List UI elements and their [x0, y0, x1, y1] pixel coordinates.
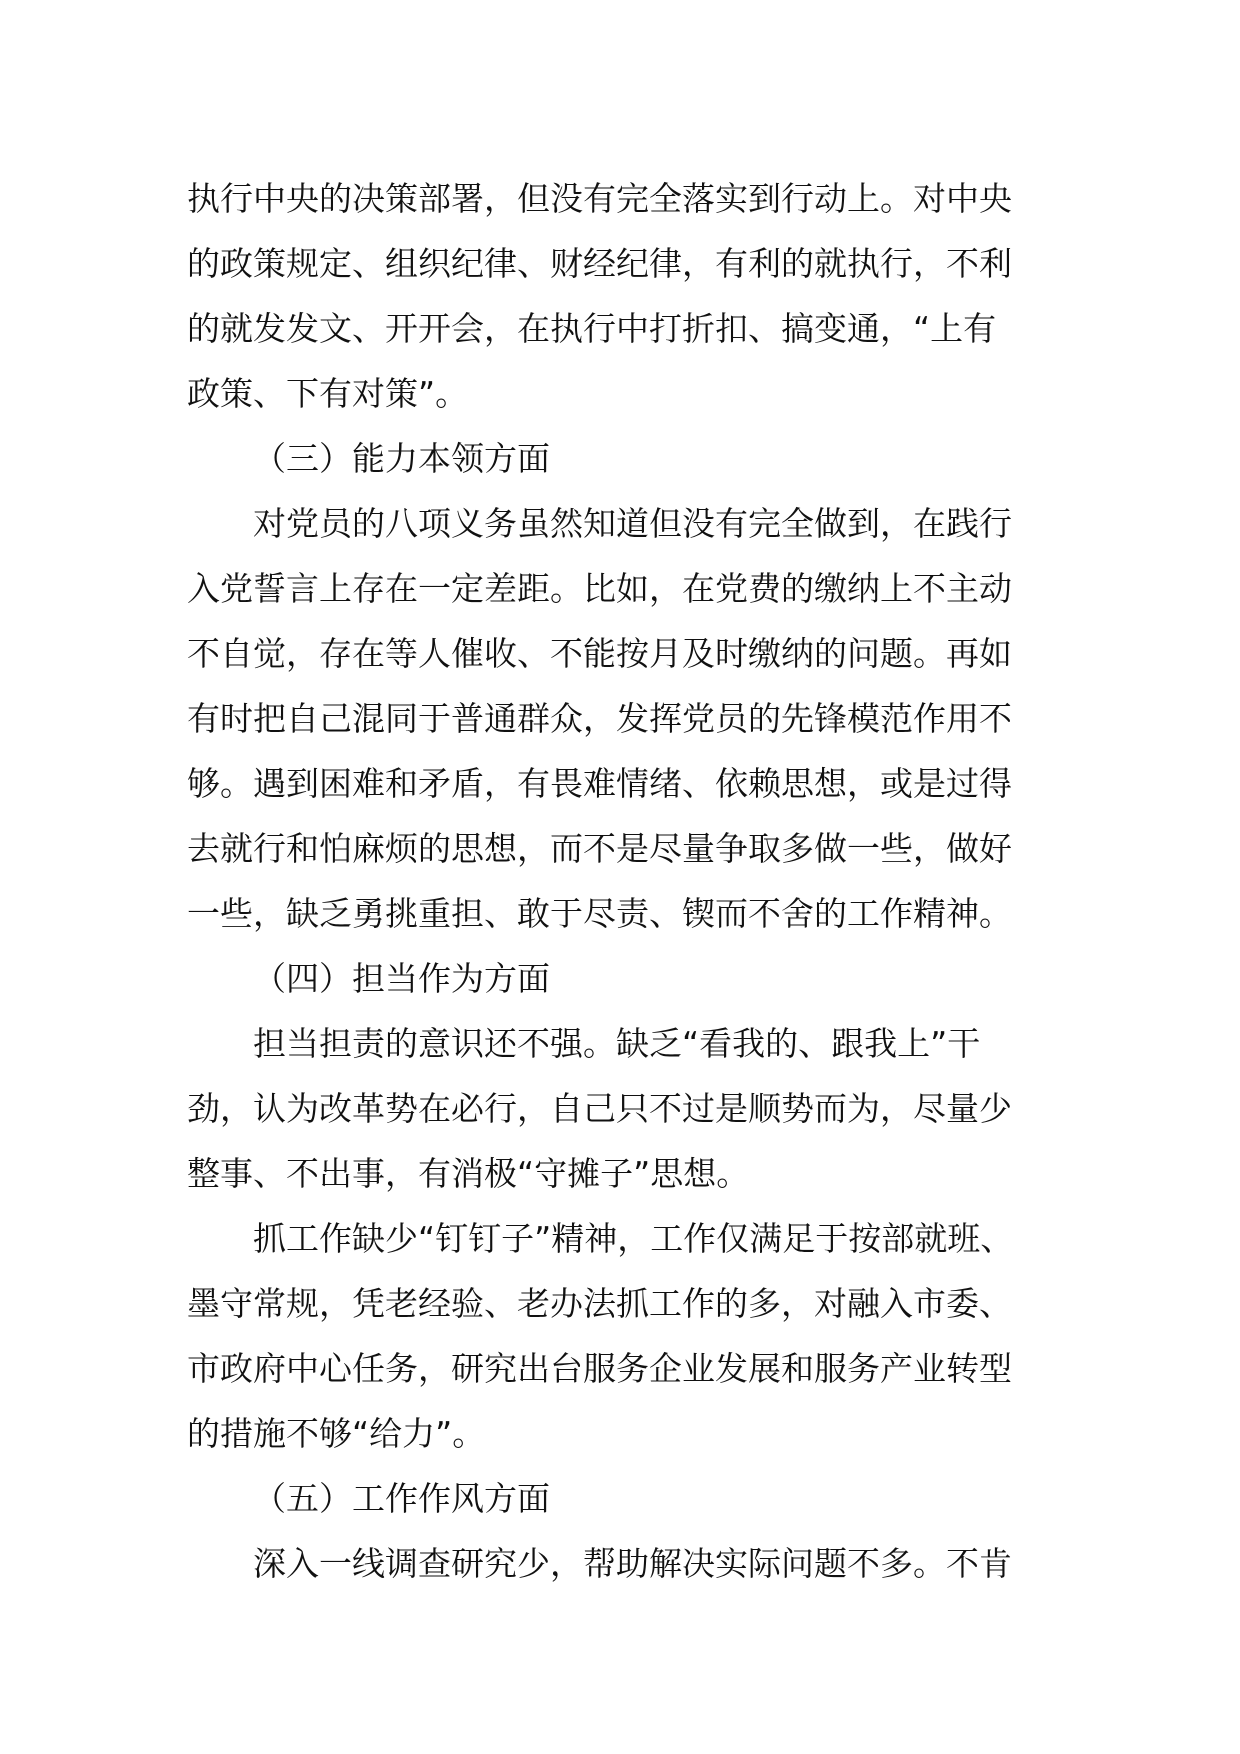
text-line: 一些，缺乏勇挑重担、敢于尽责、锲而不舍的工作精神。	[187, 894, 1012, 933]
section-heading: （四）担当作为方面	[253, 959, 550, 998]
section-heading: （三）能力本领方面	[253, 439, 550, 478]
text-line: 政策、下有对策”。	[187, 374, 469, 413]
text-line: 去就行和怕麻烦的思想，而不是尽量争取多做一些，做好	[187, 829, 1012, 868]
text-line: 的措施不够“给力”。	[187, 1414, 486, 1453]
text-line: 的就发发文、开开会，在执行中打折扣、搞变通，“上有	[187, 309, 997, 348]
text-line: 有时把自己混同于普通群众，发挥党员的先锋模范作用不	[187, 699, 1012, 738]
text-line: 深入一线调查研究少，帮助解决实际问题不多。不肯	[253, 1544, 1012, 1583]
text-line: 市政府中心任务，研究出台服务企业发展和服务产业转型	[187, 1349, 1012, 1388]
text-line: 的政策规定、组织纪律、财经纪律，有利的就执行，不利	[187, 244, 1012, 283]
section-heading: （五）工作作风方面	[253, 1479, 550, 1518]
text-line: 抓工作缺少“钉钉子”精神，工作仅满足于按部就班、	[253, 1219, 1014, 1258]
text-line: 担当担责的意识还不强。缺乏“看我的、跟我上”干	[253, 1024, 981, 1063]
text-line: 不自觉，存在等人催收、不能按月及时缴纳的问题。再如	[187, 634, 1012, 673]
text-line: 入党誓言上存在一定差距。比如，在党费的缴纳上不主动	[187, 569, 1012, 608]
text-line: 够。遇到困难和矛盾，有畏难情绪、依赖思想，或是过得	[187, 764, 1012, 803]
document-body	[187, 166, 1067, 1596]
text-line: 对党员的八项义务虽然知道但没有完全做到，在践行	[253, 504, 1012, 543]
text-line: 整事、不出事，有消极“守摊子”思想。	[187, 1154, 750, 1193]
text-line: 墨守常规，凭老经验、老办法抓工作的多，对融入市委、	[187, 1284, 1012, 1323]
text-line: 执行中央的决策部署，但没有完全落实到行动上。对中央	[187, 179, 1012, 218]
text-line: 劲，认为改革势在必行，自己只不过是顺势而为，尽量少	[187, 1089, 1012, 1128]
